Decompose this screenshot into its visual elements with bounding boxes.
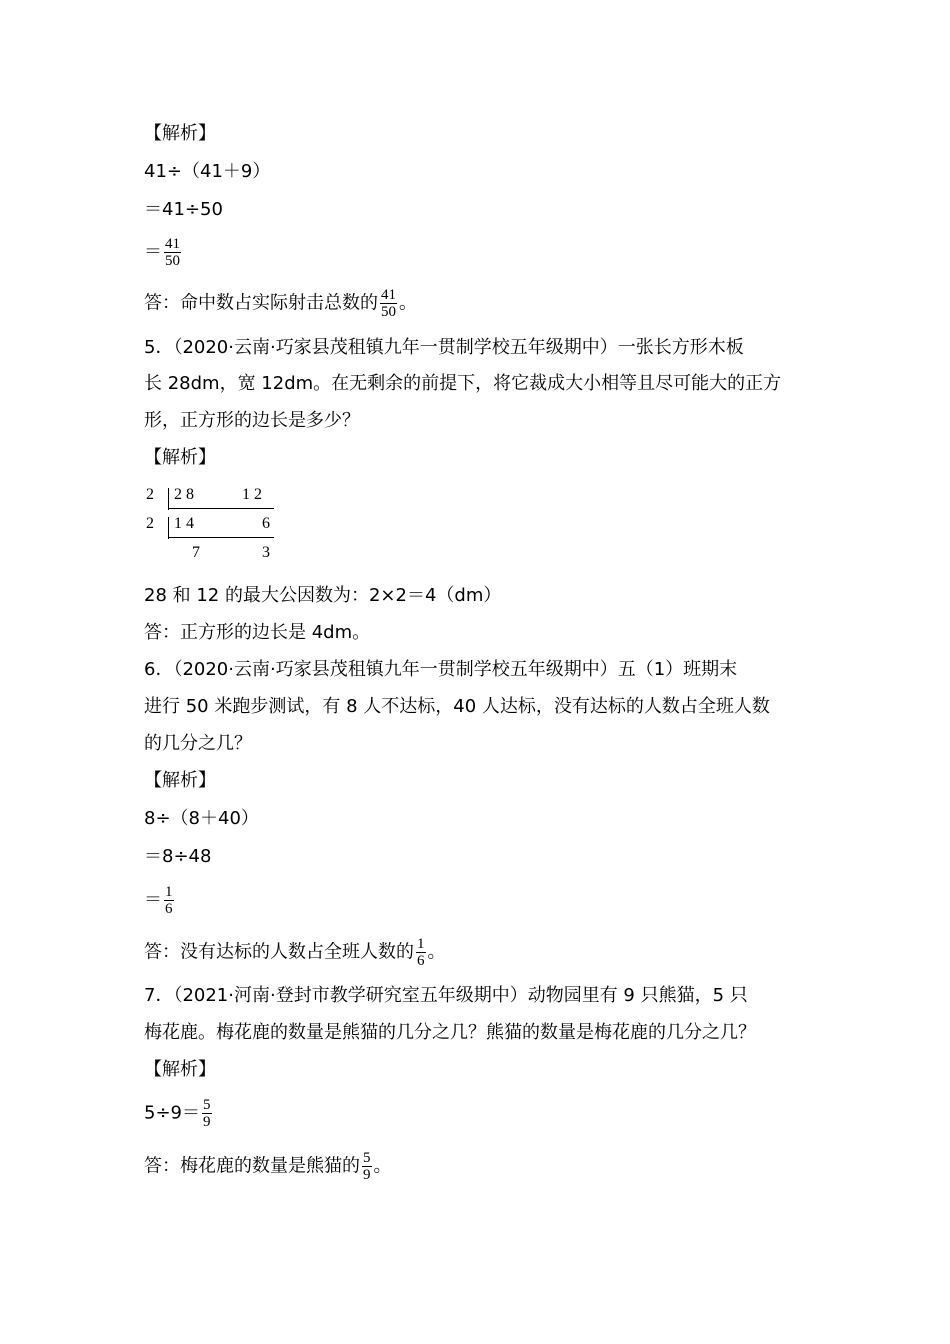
fraction: [416, 936, 426, 969]
answer-text: 答：没有达标的人数占全班人数的: [144, 941, 414, 963]
answer-text: 答：命中数占实际射击总数的: [144, 292, 378, 314]
calc-line-fraction: [144, 884, 176, 917]
fraction: [362, 1150, 372, 1183]
division-quotient: 1 4: [174, 515, 194, 532]
question-line: 进行 50 米跑步测试，有 8 人不达标，40 人达标，没有达标的人数占全班人数: [144, 696, 770, 717]
answer-period: 。: [427, 941, 446, 963]
answer-line: [144, 1150, 392, 1183]
calc-line: 28 和 12 的最大公因数为：2×2＝4（dm）: [144, 585, 502, 606]
calc-line-fraction: [144, 1097, 214, 1130]
question-line: 的几分之几？: [144, 733, 252, 754]
question-line: 长 28dm，宽 12dm。在无剩余的前提下，将它裁成大小相等且尽可能大的正方: [144, 373, 782, 394]
fraction-numerator: 1: [165, 884, 173, 900]
division-rule: [168, 537, 274, 538]
answer-period: 。: [399, 292, 417, 314]
fraction-numerator: 5: [363, 1150, 371, 1166]
answer-line: 答：正方形的边长是 4dm。: [144, 622, 371, 643]
division-rule: [168, 508, 274, 509]
answer-period: 。: [373, 1155, 392, 1177]
equals-sign: ＝: [144, 241, 162, 263]
answer-line: [144, 936, 446, 969]
division-divisor: 2: [146, 515, 154, 532]
calc-line: ＝41÷50: [144, 199, 223, 220]
calc-text: 5÷9＝: [144, 1102, 200, 1124]
analysis-heading: 【解析】: [144, 1059, 216, 1080]
calc-line: 41÷（41＋9）: [144, 161, 271, 182]
division-bracket: [168, 488, 169, 510]
calc-line: ＝8÷48: [144, 846, 212, 867]
fraction: [164, 236, 181, 269]
fraction-denominator: 6: [165, 901, 173, 917]
question-line: 5．（2020·云南·巧家县茂租镇九年一贯制学校五年级期中）一张长方形木板: [144, 337, 744, 358]
question-line: 形，正方形的边长是多少？: [144, 410, 360, 431]
fraction-denominator: 9: [203, 1114, 211, 1130]
division-dividend: 2 8: [174, 486, 194, 503]
question-line: 梅花鹿。梅花鹿的数量是熊猫的几分之几？熊猫的数量是梅花鹿的几分之几？: [144, 1022, 756, 1043]
fraction-numerator: 41: [165, 236, 180, 252]
analysis-heading: 【解析】: [144, 123, 216, 144]
calc-line-fraction: [144, 236, 183, 269]
fraction: [164, 884, 174, 917]
fraction-denominator: 9: [363, 1167, 371, 1183]
calc-line: 8÷（8＋40）: [144, 808, 259, 829]
question-line: 6．（2020·云南·巧家县茂租镇九年一贯制学校五年级期中）五（1）班期末: [144, 659, 738, 680]
fraction-denominator: 6: [417, 953, 425, 969]
short-division: [144, 484, 284, 564]
question-line: 7．（2021·河南·登封市教学研究室五年级期中）动物园里有 9 只熊猫，5 只: [144, 985, 748, 1006]
fraction: [380, 287, 397, 320]
fraction-denominator: 50: [165, 253, 180, 269]
fraction: [202, 1097, 212, 1130]
fraction-numerator: 41: [381, 287, 396, 303]
analysis-heading: 【解析】: [144, 770, 216, 791]
equals-sign: ＝: [144, 889, 162, 911]
division-bracket: [168, 517, 169, 539]
fraction-denominator: 50: [381, 304, 396, 320]
division-result: 3: [262, 544, 270, 561]
answer-text: 答：梅花鹿的数量是熊猫的: [144, 1155, 360, 1177]
answer-line: [144, 287, 417, 320]
division-divisor: 2: [146, 486, 154, 503]
division-quotient: 6: [262, 515, 270, 532]
fraction-numerator: 5: [203, 1097, 211, 1113]
division-dividend: 1 2: [242, 486, 262, 503]
analysis-heading: 【解析】: [144, 447, 216, 468]
fraction-numerator: 1: [417, 936, 425, 952]
division-result: 7: [192, 544, 200, 561]
